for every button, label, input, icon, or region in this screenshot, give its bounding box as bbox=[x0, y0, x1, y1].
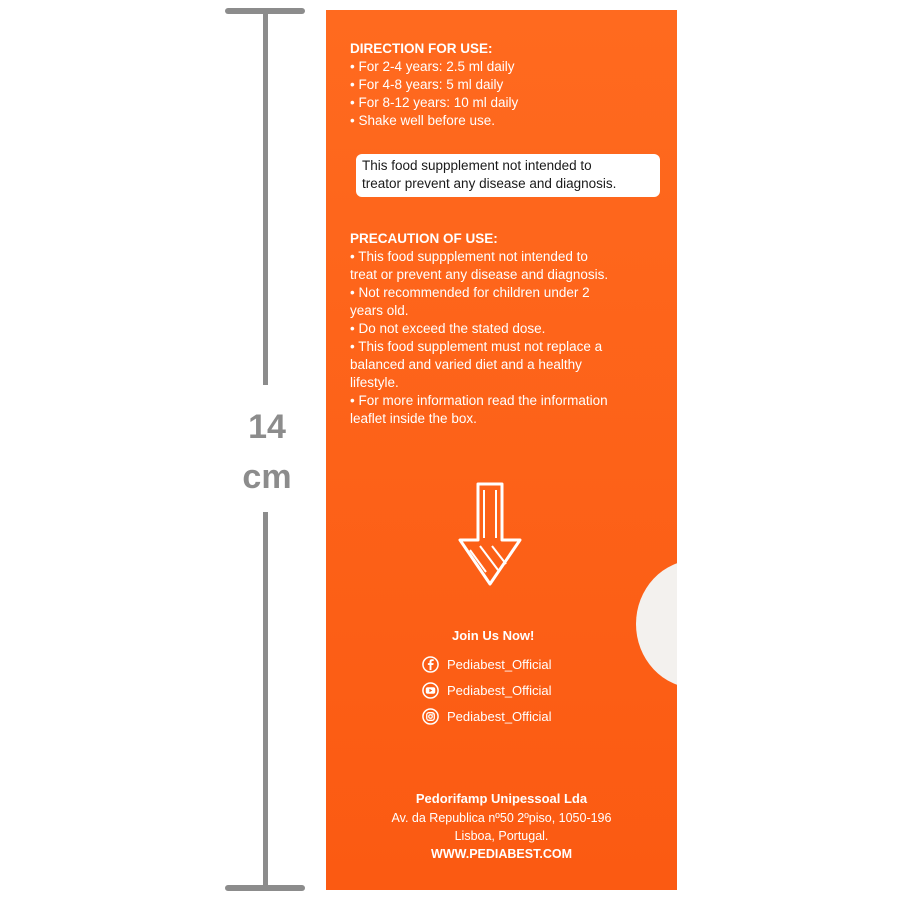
precaution-line: lifestyle. bbox=[350, 375, 399, 390]
company-website-link[interactable]: WWW.PEDIABEST.COM bbox=[431, 847, 572, 861]
directions-item: • For 8-12 years: 10 ml daily bbox=[350, 95, 519, 110]
social-handle: Pediabest_Official bbox=[447, 682, 552, 698]
precaution-line: leaflet inside the box. bbox=[350, 411, 477, 426]
ruler-bottom-cap bbox=[225, 885, 305, 891]
social-link-facebook[interactable] bbox=[422, 651, 552, 677]
precaution-line: treat or prevent any disease and diagnosis. bbox=[350, 267, 609, 282]
directions-item: • Shake well before use. bbox=[350, 113, 496, 128]
measurement-unit: cm bbox=[242, 458, 292, 496]
precaution-line: • Do not exceed the stated dose. bbox=[350, 321, 546, 336]
social-link-instagram[interactable] bbox=[422, 703, 552, 729]
social-section bbox=[422, 628, 552, 729]
notice-line: This food suppplement not intended to bbox=[362, 158, 592, 173]
youtube-icon bbox=[422, 682, 439, 699]
company-city: Lisboa, Portugal. bbox=[454, 829, 549, 843]
directions-item: • For 2-4 years: 2.5 ml daily bbox=[350, 59, 515, 74]
social-handle: Pediabest_Official bbox=[447, 656, 552, 672]
disclaimer-notice bbox=[356, 154, 660, 197]
precaution-line: balanced and varied diet and a healthy bbox=[350, 357, 582, 372]
precautions-heading: PRECAUTION OF USE: bbox=[350, 231, 498, 246]
hang-hole-cutout bbox=[636, 560, 677, 688]
social-heading: Join Us Now! bbox=[452, 628, 535, 643]
company-name: Pedorifamp Unipessoal Lda bbox=[415, 791, 588, 806]
facebook-icon bbox=[422, 656, 439, 673]
instagram-icon bbox=[422, 708, 439, 725]
precaution-line: years old. bbox=[350, 303, 409, 318]
directions-heading: DIRECTION FOR USE: bbox=[350, 41, 493, 56]
ruler-line-upper bbox=[263, 10, 268, 385]
directions-item: • For 4-8 years: 5 ml daily bbox=[350, 77, 504, 92]
precautions-section bbox=[350, 230, 660, 428]
social-handle: Pediabest_Official bbox=[447, 708, 552, 724]
company-address: Av. da Republica nº50 2ºpiso, 1050-196 bbox=[391, 811, 612, 825]
precaution-line: • For more information read the information bbox=[350, 393, 608, 408]
down-arrow-icon bbox=[456, 480, 526, 588]
ruler-line-lower bbox=[263, 512, 268, 889]
social-link-youtube[interactable] bbox=[422, 677, 552, 703]
box-side-panel bbox=[326, 10, 677, 890]
precaution-line: • This food suppplement not intended to bbox=[350, 249, 588, 264]
notice-line: treator prevent any disease and diagnosis. bbox=[362, 176, 617, 191]
precaution-line: • This food supplement must not replace a bbox=[350, 339, 603, 354]
company-info bbox=[326, 790, 677, 863]
directions-section bbox=[350, 40, 518, 130]
measurement-value: 14 bbox=[248, 408, 286, 446]
precaution-line: • Not recommended for children under 2 bbox=[350, 285, 590, 300]
